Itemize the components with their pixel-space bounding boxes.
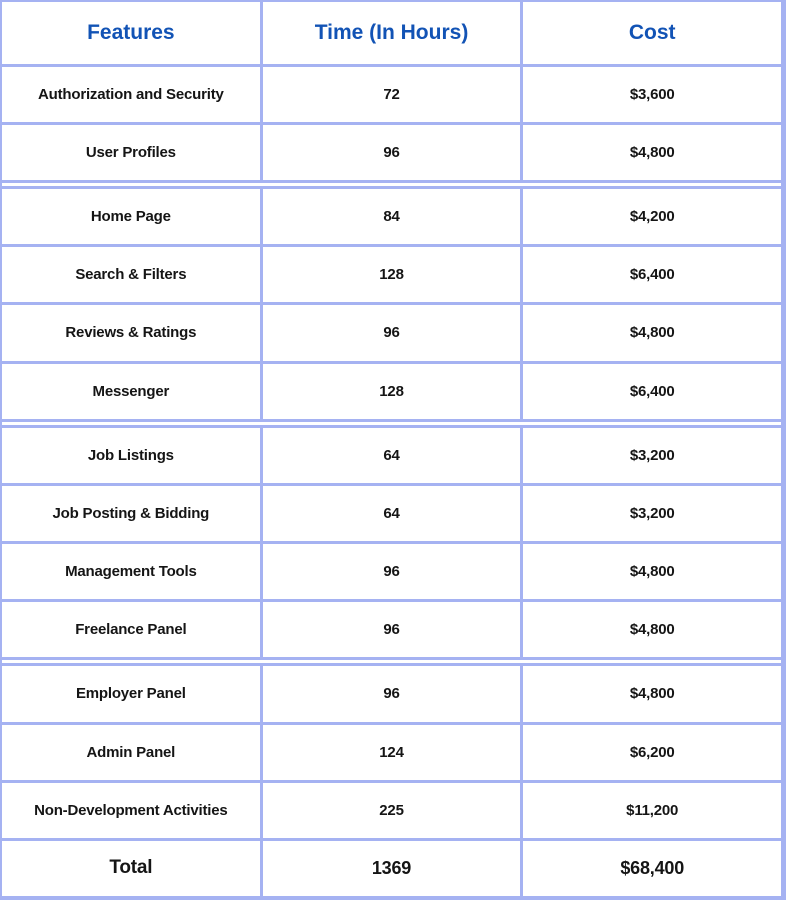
hours-cell: 64 [260, 428, 521, 483]
total-label: Total [109, 857, 153, 879]
cost-cell: $3,200 [520, 428, 781, 483]
table-header-row [2, 2, 781, 64]
feature-cell: Management Tools [65, 563, 197, 581]
table-row [2, 599, 781, 657]
table-row [2, 419, 781, 483]
feature-cell: Employer Panel [75, 685, 186, 703]
hours-cell: 84 [260, 189, 521, 244]
cost-cell: $6,400 [520, 364, 781, 419]
table-row [2, 122, 781, 180]
table-row [2, 722, 781, 780]
hours-cell: 96 [260, 544, 521, 599]
feature-cell: Messenger [92, 382, 170, 400]
hours-cell: 96 [260, 666, 521, 721]
table-row [2, 180, 781, 244]
table-row [2, 780, 781, 838]
hours-cell: 225 [260, 783, 521, 838]
cost-cell: $3,200 [520, 486, 781, 541]
cost-cell: $11,200 [520, 783, 781, 838]
total-hours: 1369 [260, 841, 521, 896]
hours-cell: 128 [260, 247, 521, 302]
hours-cell: 64 [260, 486, 521, 541]
cost-cell: $4,800 [520, 305, 781, 360]
feature-cell: Freelance Panel [75, 621, 187, 639]
feature-cell: Non-Development Activities [34, 801, 228, 819]
table-row [2, 541, 781, 599]
feature-cell: Home Page [90, 208, 171, 226]
hours-cell: 128 [260, 364, 521, 419]
hours-cell: 96 [260, 602, 521, 657]
total-cost: $68,400 [520, 841, 781, 896]
column-header-cost: Cost [520, 2, 781, 64]
feature-cell: Admin Panel [86, 743, 176, 761]
table-row [2, 244, 781, 302]
table-row [2, 657, 781, 721]
table-row [2, 64, 781, 122]
hours-cell: 96 [260, 305, 521, 360]
cost-cell: $6,200 [520, 725, 781, 780]
table-row [2, 361, 781, 419]
hours-cell: 72 [260, 67, 521, 122]
cost-cell: $4,800 [520, 666, 781, 721]
feature-cell: Reviews & Ratings [65, 324, 197, 342]
column-header-time: Time (In Hours) [260, 2, 521, 64]
cost-cell: $4,200 [520, 189, 781, 244]
feature-cell: User Profiles [85, 144, 176, 162]
hours-cell: 96 [260, 125, 521, 180]
feature-cell: Search & Filters [75, 266, 187, 284]
cost-cell: $3,600 [520, 67, 781, 122]
cost-cell: $4,800 [520, 602, 781, 657]
table-total-row [2, 838, 781, 896]
cost-cell: $4,800 [520, 125, 781, 180]
table-row [2, 302, 781, 360]
feature-cell: Job Posting & Bidding [52, 504, 210, 522]
feature-cell: Job Listings [87, 446, 174, 464]
hours-cell: 124 [260, 725, 521, 780]
column-header-features: Features [87, 20, 175, 44]
table-row [2, 483, 781, 541]
feature-cell: Authorization and Security [38, 85, 224, 103]
cost-cell: $6,400 [520, 247, 781, 302]
cost-cell: $4,800 [520, 544, 781, 599]
